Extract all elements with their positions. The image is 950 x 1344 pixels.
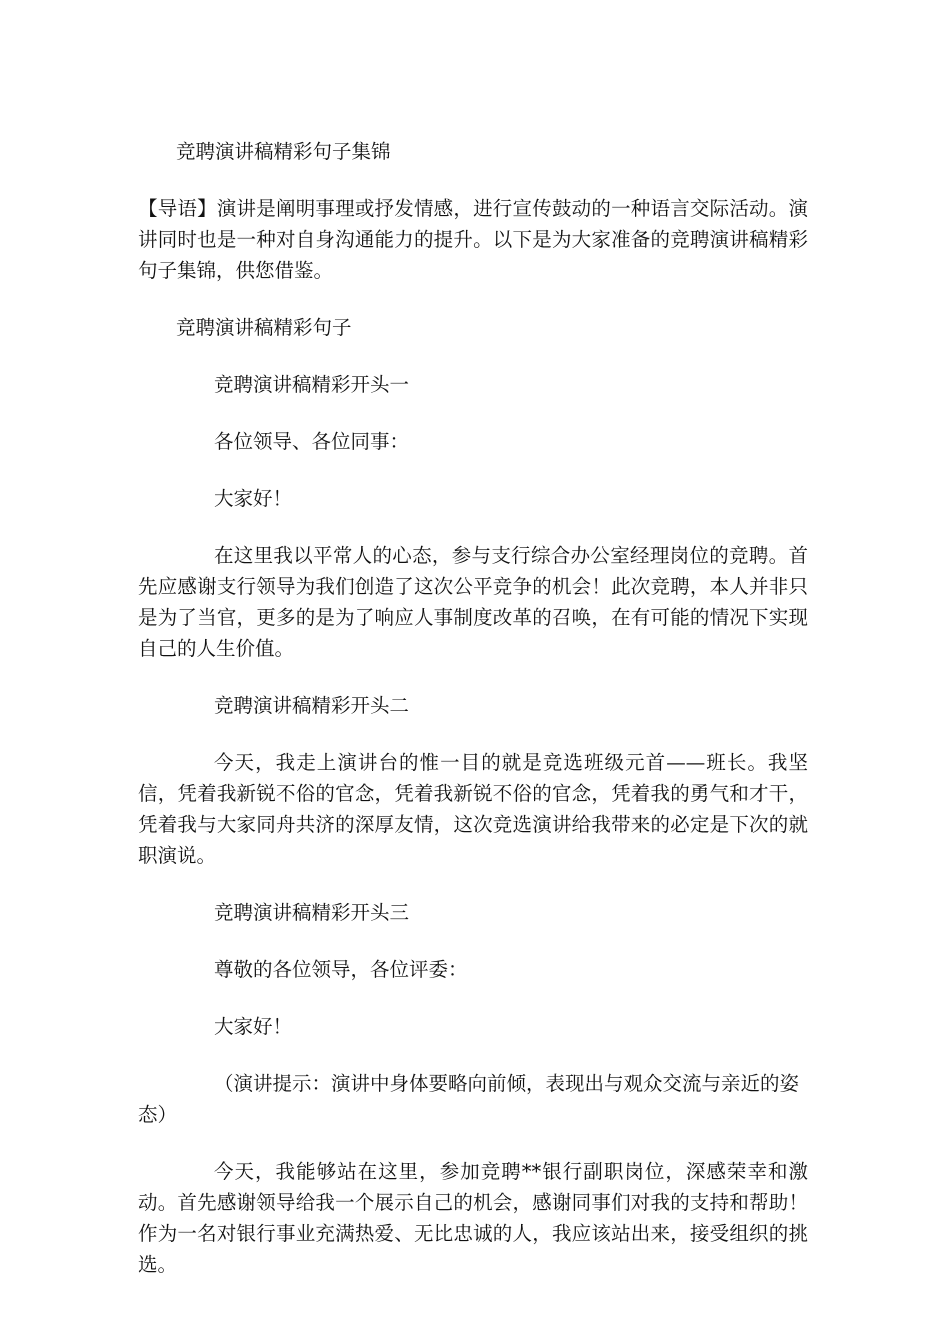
greeting-1: 大家好！	[214, 487, 293, 510]
lead-paragraph: 【导语】演讲是阐明事理或抒发情感，进行宣传鼓动的一种语言交际活动。演讲同时也是一种对自身沟通能力的提升。以下是为大家准备的竞聘演讲稿精彩句子集锦，供您借鉴。	[138, 197, 808, 282]
salutation-1: 各位领导、各位同事：	[214, 430, 410, 453]
document-page	[138, 136, 808, 1306]
document-title: 竞聘演讲稿精彩句子集锦	[176, 140, 391, 163]
salutation-3: 尊敬的各位领导，各位评委：	[214, 958, 468, 981]
section-heading-3: 竞聘演讲稿精彩开头三	[214, 901, 410, 924]
body-paragraph-2: 今天，我走上演讲台的惟一目的就是竞选班级元首——班长。我坚信，凭着我新锐不俗的官念，凭着我新锐不俗的官念，凭着我的勇气和才干，凭着我与大家同舟共济的深厚友情，这次竞选演讲给我带来的必定是下次的就职演说。	[138, 751, 808, 867]
section-heading-1: 竞聘演讲稿精彩开头一	[214, 373, 410, 396]
body-paragraph-1: 在这里我以平常人的心态，参与支行综合办公室经理岗位的竞聘。首先应感谢支行领导为我们创造了这次公平竞争的机会！此次竞聘，本人并非只是为了当官，更多的是为了响应人事制度改革的召唤，在有可能的情况下实现自己的人生价值。	[138, 544, 808, 660]
section-subtitle: 竞聘演讲稿精彩句子	[176, 316, 352, 339]
section-heading-2: 竞聘演讲稿精彩开头二	[214, 694, 410, 717]
greeting-3: 大家好！	[214, 1015, 293, 1038]
speech-tip-note: （演讲提示：演讲中身体要略向前倾，表现出与观众交流与亲近的姿态）	[138, 1072, 800, 1126]
body-paragraph-3: 今天，我能够站在这里，参加竞聘**银行副职岗位，深感荣幸和激动。首先感谢领导给我一个展示自己的机会，感谢同事们对我的支持和帮助！作为一名对银行事业充满热爱、无比忠诚的人，我应该站出来，接受组织的挑选。	[138, 1160, 808, 1276]
